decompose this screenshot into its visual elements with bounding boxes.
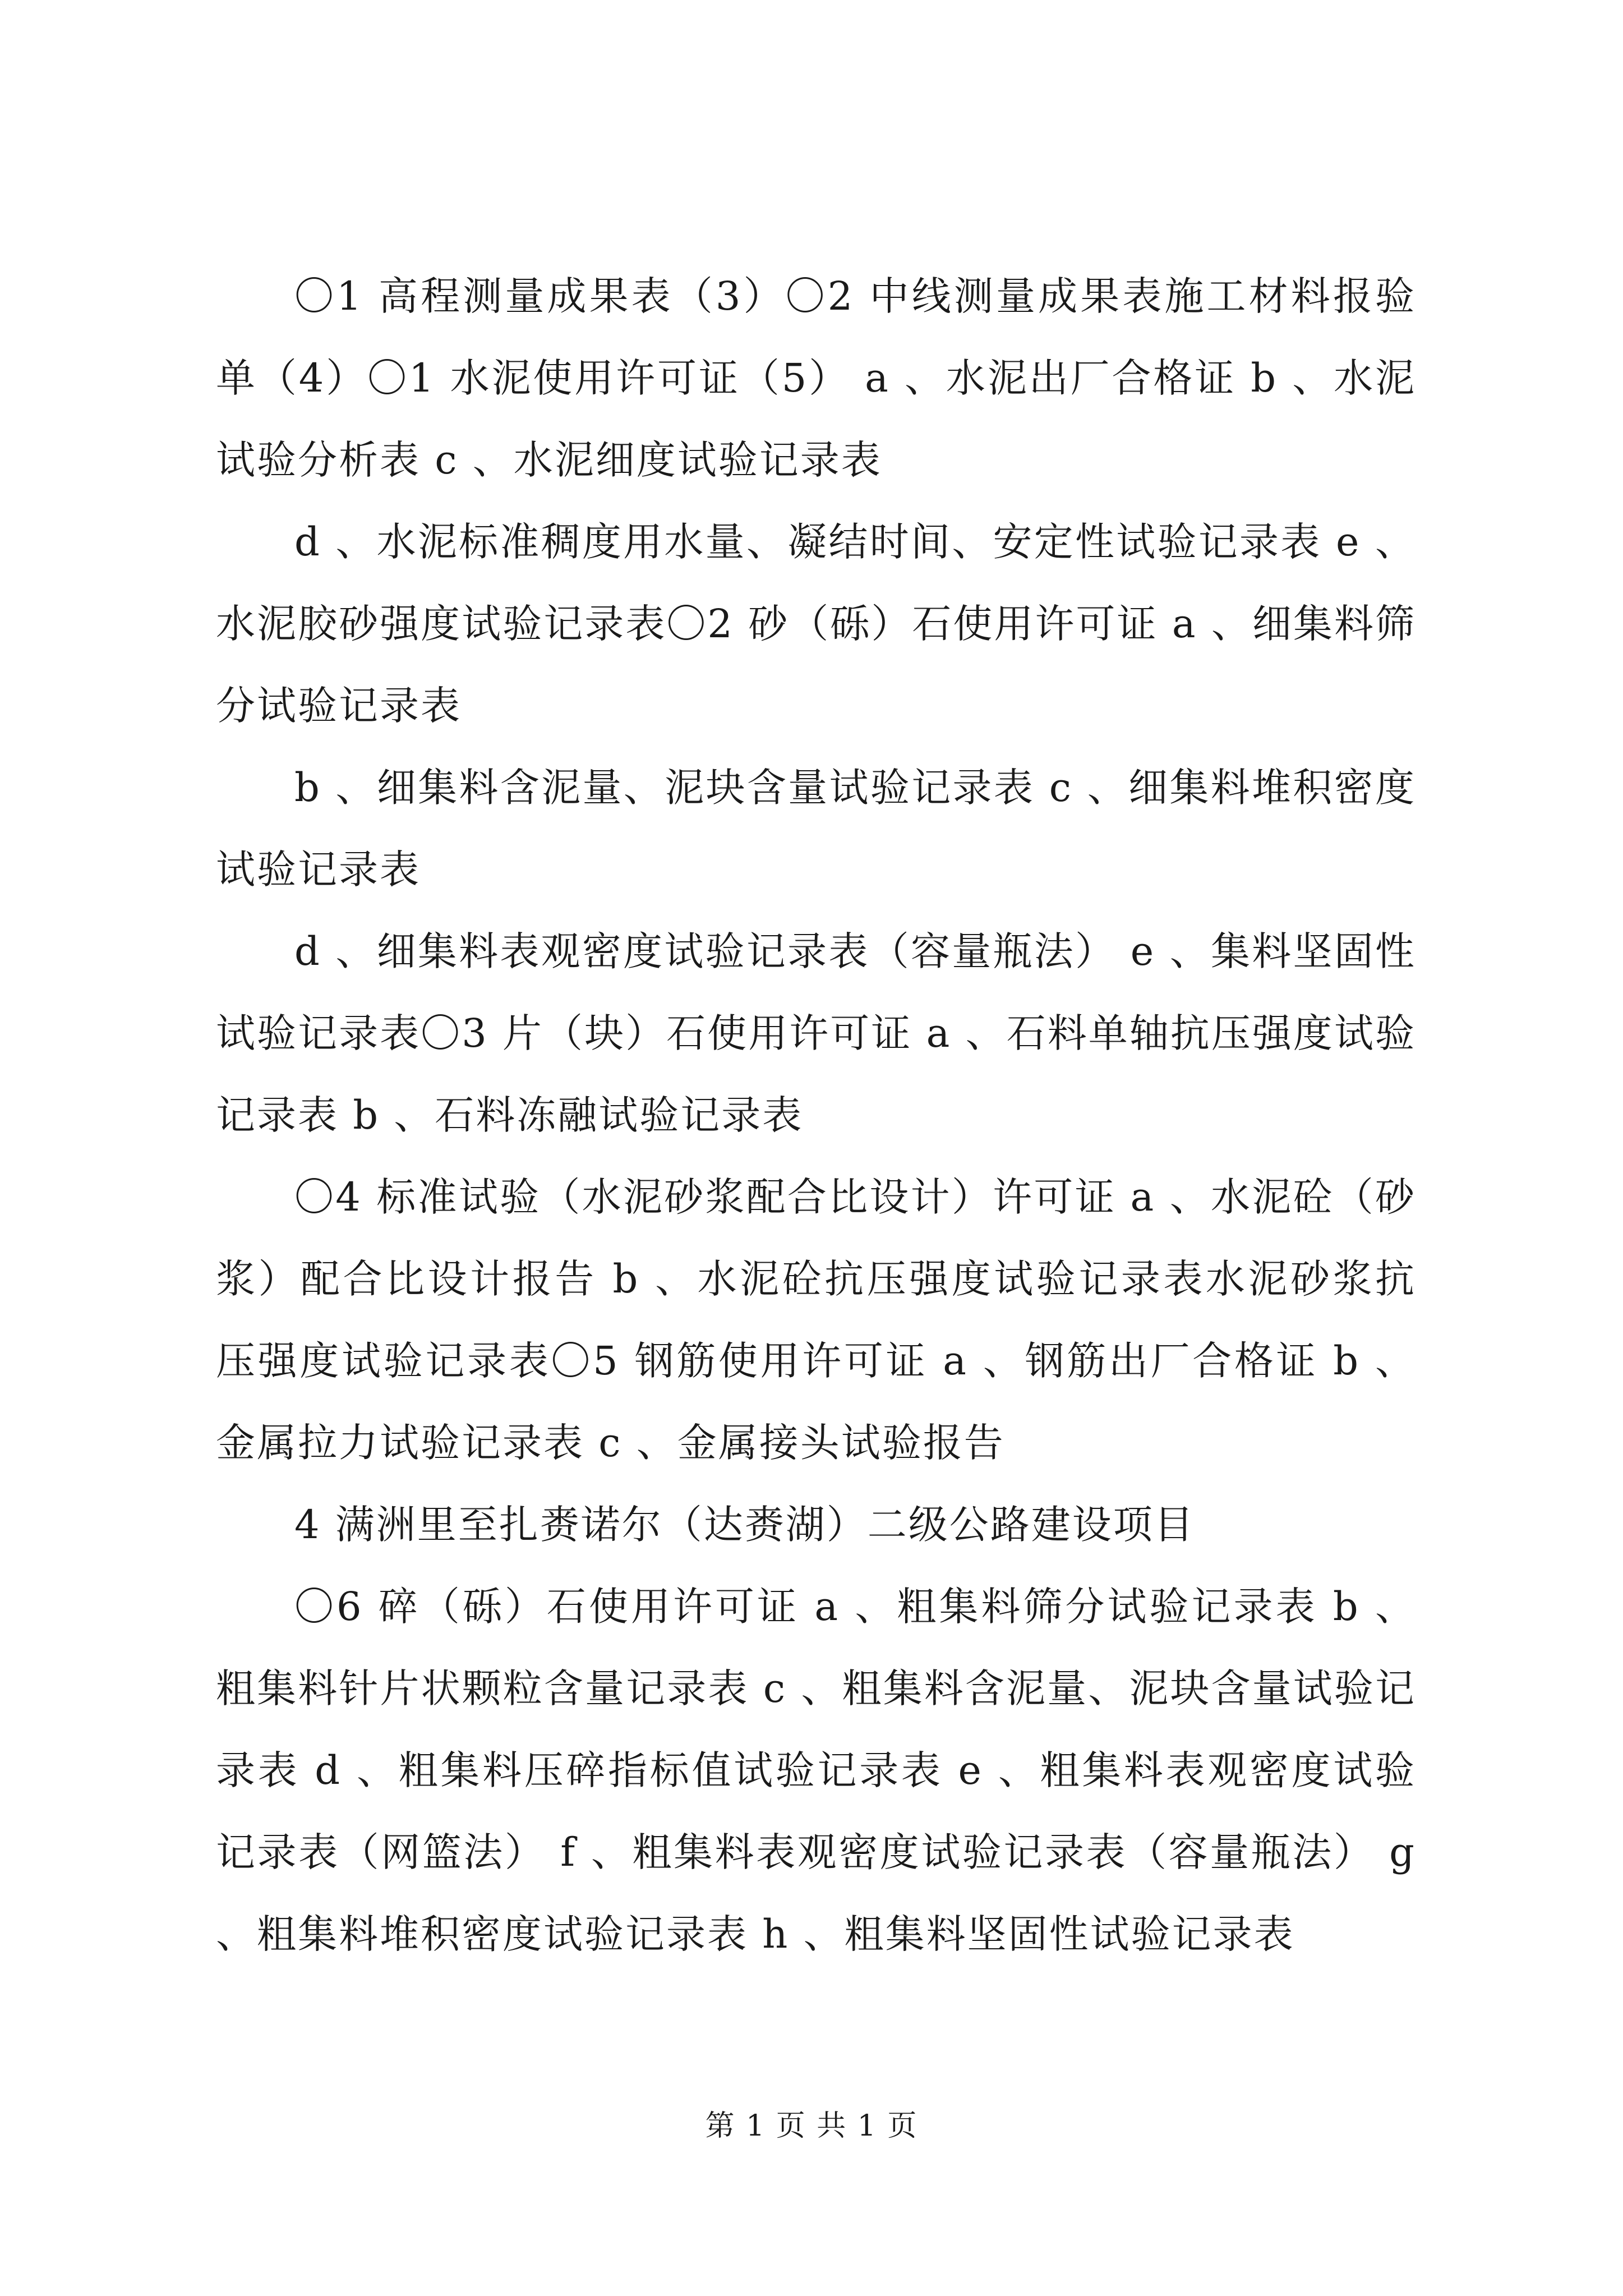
paragraph-4: d 、细集料表观密度试验记录表（容量瓶法） e 、集料坚固性试验记录表〇3 片（块）石使用许可证 a 、石料单轴抗压强度试验记录表 b 、石料冻融试验记录表	[216, 928, 1416, 1138]
paragraph-7: 〇6 碎（砾）石使用许可证 a 、粗集料筛分试验记录表 b 、粗集料针片状颗粒含量记录表 c 、粗集料含泥量、泥块含量试验记录表 d 、粗集料压碎指标值试验记录表 e 、粗集料表观密度试验记录表（网篮法） f 、粗集料表观密度试验记录表（容量瓶法） g 、粗集料堆积密度试验记录表 h 、粗集料坚固性试验记录表	[216, 1584, 1416, 1957]
page-number-footer: 第 1 页 共 1 页	[705, 2109, 918, 2143]
paragraph-5: 〇4 标准试验（水泥砂浆配合比设计）许可证 a 、水泥砼（砂浆）配合比设计报告 b 、水泥砼抗压强度试验记录表水泥砂浆抗压强度试验记录表〇5 钢筋使用许可证 a 、钢筋出厂合格证 b 、金属拉力试验记录表 c 、金属接头试验报告	[216, 1174, 1416, 1466]
paragraph-1: 〇1 高程测量成果表（3）〇2 中线测量成果表施工材料报验单（4）〇1 水泥使用许可证（5） a 、水泥出厂合格证 b 、水泥试验分析表 c 、水泥细度试验记录表	[216, 273, 1416, 483]
document-body	[216, 255, 1416, 1975]
project-title-line: 4 满洲里至扎赉诺尔（达赉湖）二级公路建设项目	[294, 1502, 1195, 1548]
paragraph-3: b 、细集料含泥量、泥块含量试验记录表 c 、细集料堆积密度试验记录表	[216, 765, 1416, 892]
paragraph-2: d 、水泥标准稠度用水量、凝结时间、安定性试验记录表 e 、水泥胶砂强度试验记录表〇2 砂（砾）石使用许可证 a 、细集料筛分试验记录表	[216, 519, 1416, 729]
